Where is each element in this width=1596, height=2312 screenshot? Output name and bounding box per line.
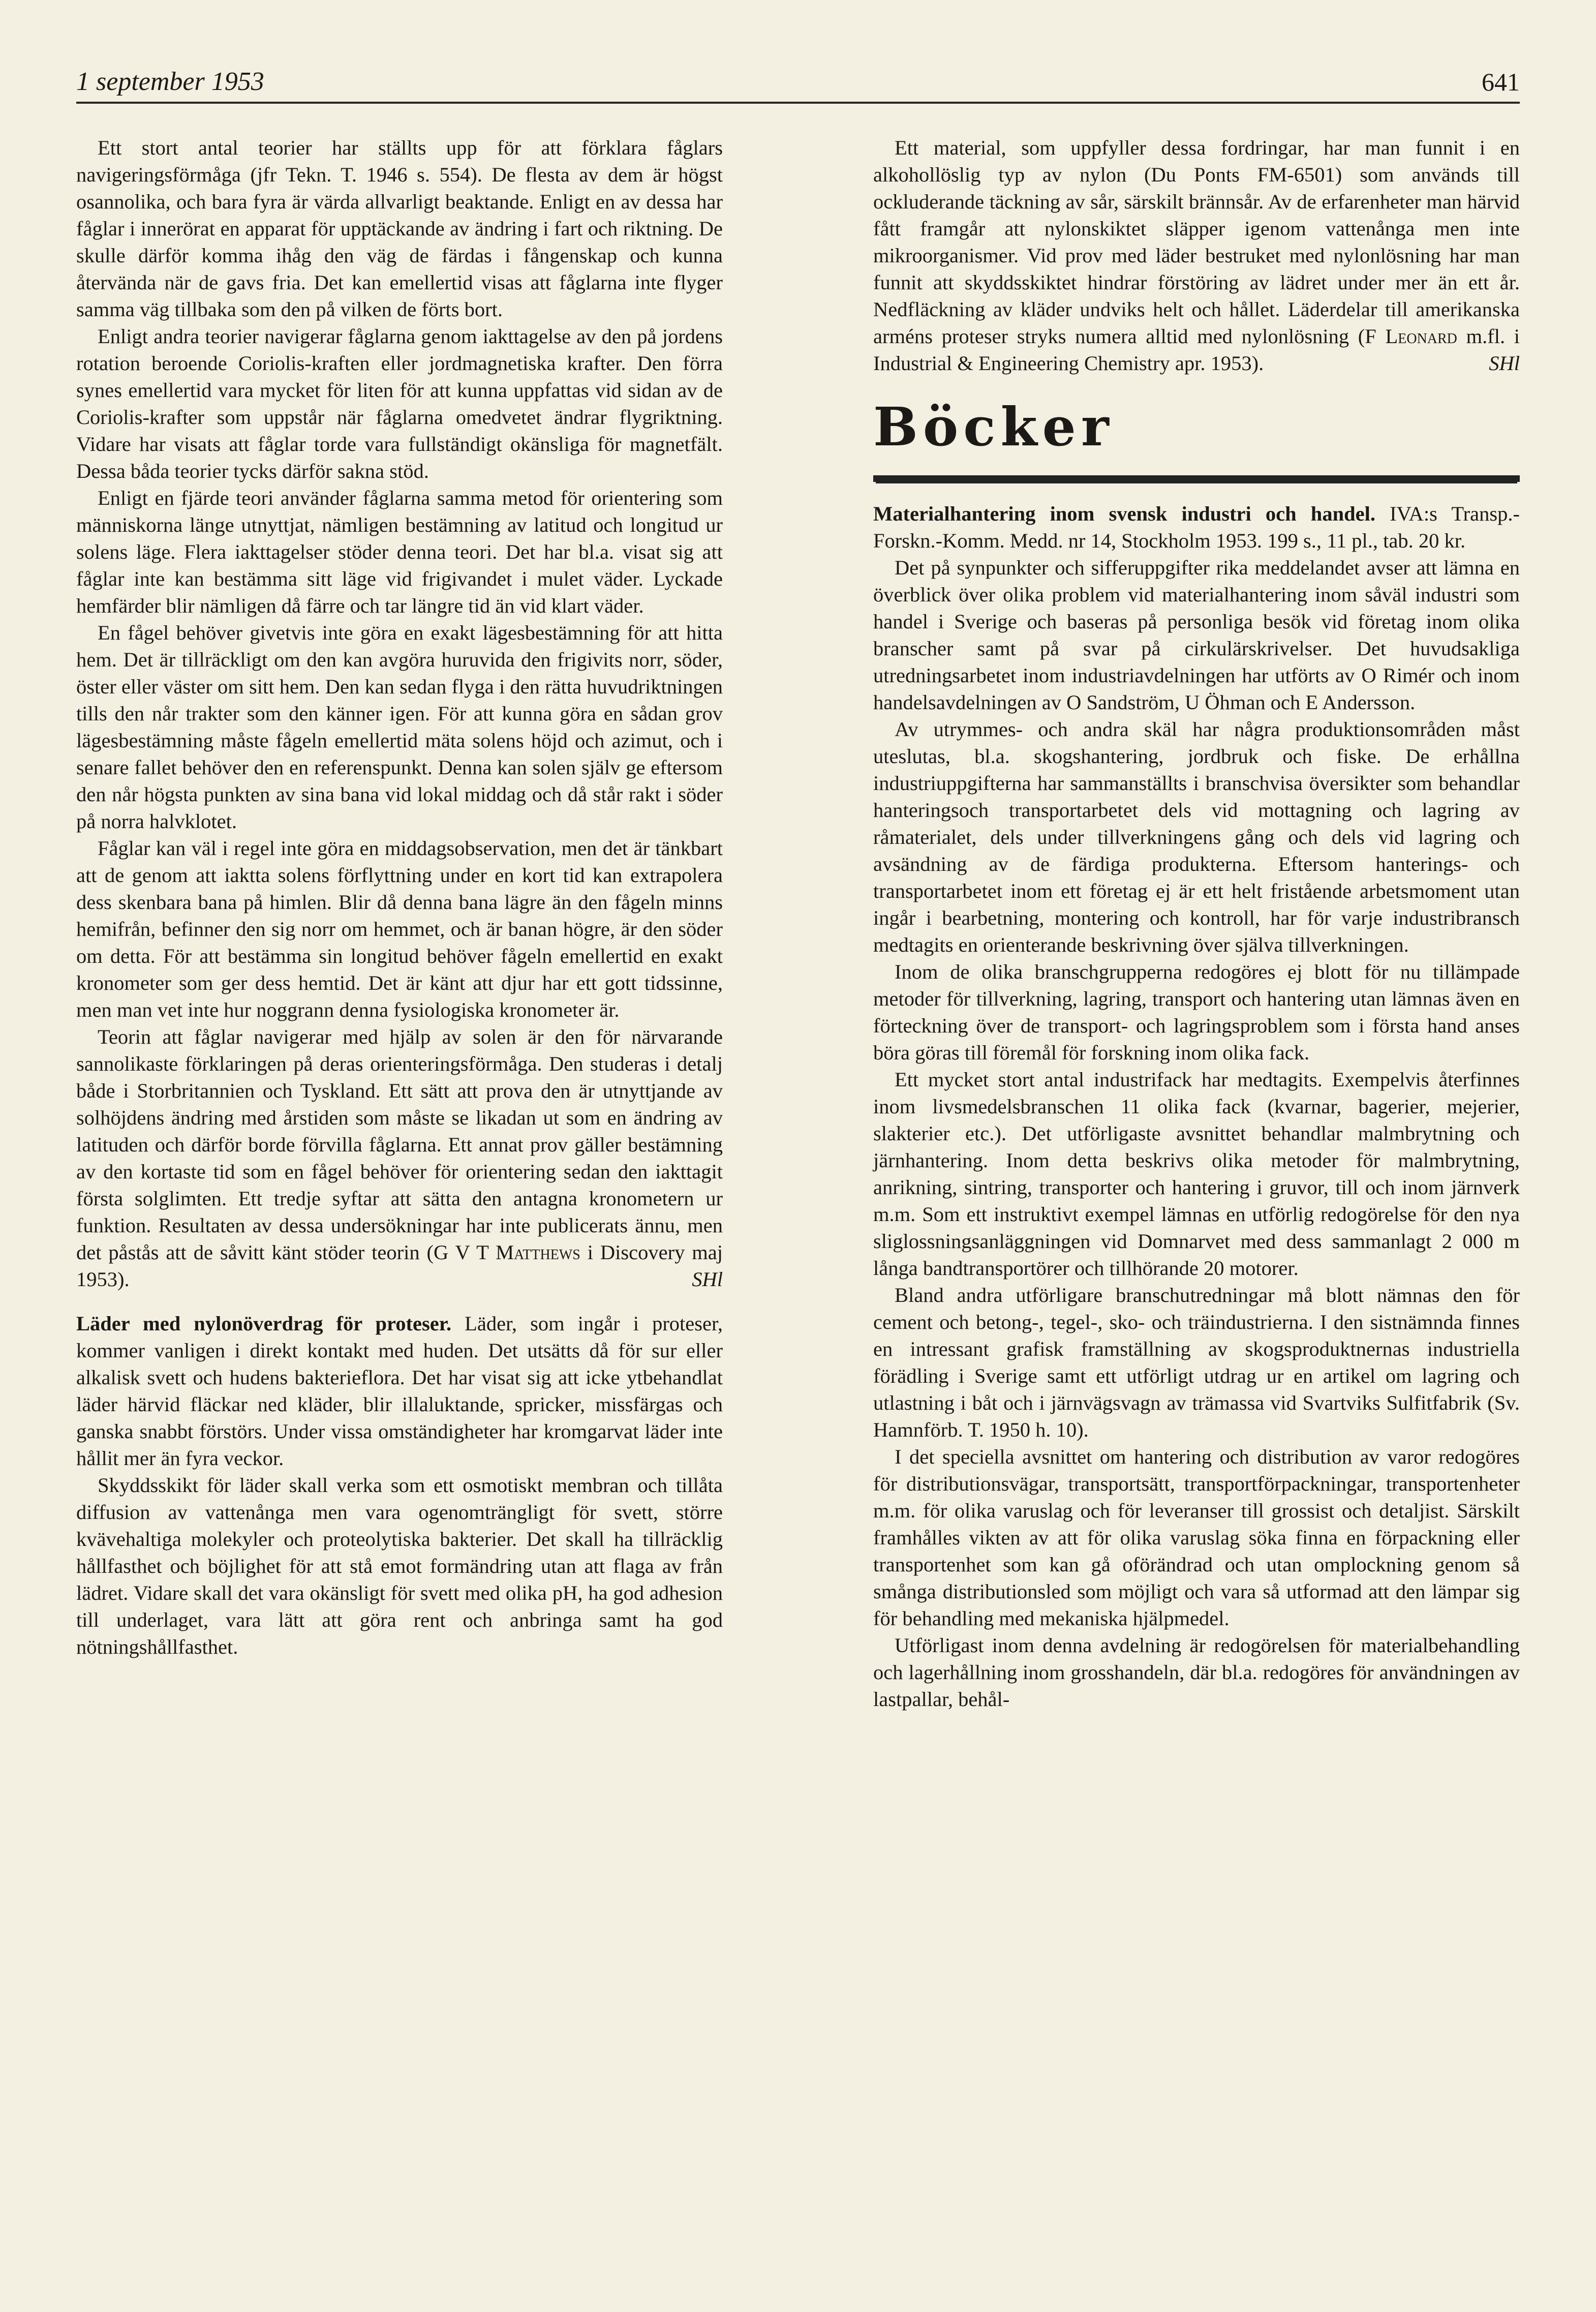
- left-column: [76, 134, 723, 1713]
- paragraph: Ett stort antal teorier har ställts upp för att förklara fåglars navigeringsförmåga (jfr Tekn. T. 1946 s. 554). De flesta av dem är högst osannolika, och bara fyra är värda allvarligt beaktande. Enligt en av dessa har fåglar i innerörat en apparat för upptäckande av ändring i fart och riktning. De skulle därför komma ihåg den väg de färdas i fångenskap och kunna återvända när de gavs fria. Det kan emellertid visas att fåglarna inte flyger samma väg tillbaka som den på vilken de förts bort.: [76, 136, 723, 321]
- paragraph: [76, 1310, 723, 1472]
- paragraph: Enligt en fjärde teori använder fåglarna samma metod för orientering som människorna länge utnyttjat, nämligen bestämning av latitud och longitud ur solens läge. Flera iakttagelser stöder denna teori. Det har bl.a. visat sig att fåglar inte kan bestämma sitt läge vid frigivandet i mulet väder. Lyckade hemfärder blir nämligen då färre och tar längre tid än vid klart väder.: [76, 486, 723, 617]
- section-heading: Böcker: [873, 396, 1114, 458]
- author-name: Leonard: [1385, 325, 1457, 348]
- paragraph: Ett mycket stort antal industrifack har medtagits. Exempelvis återfinnes inom livsmedelsbranschen 11 olika fack (kvarnar, bagerier, mejerier, slakterier etc.). Det utförligaste avsnittet behandlar malmbrytning och järnhantering. Inom detta beskrivs olika metoder för malmbrytning, anrikning, sintring, transporter och hantering i gruvor, till och inom järnverk m.m. Som ett instruktivt exempel lämnas en utförlig redogörelse för den nya sliglossningsanläggningen vid Domnarvet med dess sammanlagt 2 000 m långa bandtransportörer och tillhörande 20 motorer.: [873, 1068, 1520, 1280]
- paragraph-text: Teorin att fåglar navigerar med hjälp av solen är den för närvarande sannolikaste förklaringen på deras orienteringsförmåga. Den studeras i detalj både i Storbritannien och Tyskland. Ett sätt att prova den är utnyttjande av solhöjdens ändring med årstiden som måste se likadan ut som en ändring av latituden och därför borde förvilla fåglarna. Ett annat prov gäller bestämning av den kortaste tid som en fågel behöver för orientering sedan den iakttagit första solglimten. Ett tredje syftar att sätta den antagna kronometern ur funktion. Resultaten av dessa undersökningar har inte publicerats ännu, men det påstås att de såvitt känt stöder teorin (G V T: [76, 1025, 723, 1264]
- book-title: Materialhantering inom svensk industri och handel.: [873, 502, 1375, 525]
- paragraph-text: m.fl. i Industrial & Engineering Chemistry apr. 1953).: [873, 325, 1520, 375]
- paragraph: Skyddsskikt för läder skall verka som ett osmotiskt membran och tillåta diffusion av vattenånga men vara ogenomträngligt för svett, större kvävehaltiga molekyler och proteolytiska bakterier. Det skall ha tillräcklig hållfasthet och böjlighet för att stå emot formändring utan att flaga av från lädret. Vidare skall det vara okänsligt för svett med olika pH, ha god adhesion till underlaget, vara lätt att göra rent och anbringa samt ha god nötningshållfasthet.: [76, 1474, 723, 1658]
- section-rule: [873, 475, 1520, 482]
- author-signature: SHl: [692, 1268, 723, 1291]
- spacer: [76, 1293, 723, 1310]
- paragraph: En fågel behöver givetvis inte göra en exakt lägesbestämning för att hitta hem. Det är tillräckligt om den kan avgöra huruvida den frigivits norr, söder, öster eller väster om sitt hem. Den kan sedan flyga i den rätta huvudriktningen tills den når trakter som den känner igen. För att kunna göra en sådan grov lägesbestämning måste fågeln emellertid mäta solens höjd och azimut, och i senare fallet behöver den en referenspunkt. Denna kan solen själv ge eftersom den når högsta punkten av sina bana vid lokal middag och då står rakt i söder på norra halvklotet.: [76, 621, 723, 833]
- article-subheading: Läder med nylonöverdrag för proteser.: [76, 1312, 452, 1335]
- paragraph-text: Läder, som ingår i proteser, kommer vanligen i direkt kontakt med huden. Det utsätts då för sur eller alkalisk svett och hudens bakterieflora. Det har visat sig att icke ytbehandlat läder härvid fläckar ned kläder, blir illaluktande, spricker, missfärgas och ganska snabbt förstörs. Under vissa omständigheter har kromgarvat läder inte hållit mer än fyra veckor.: [76, 1312, 723, 1470]
- paragraph-text: i Discovery maj 1953).: [76, 1241, 723, 1291]
- book-reference: IVA:s Transp.-Forskn.-Komm. Medd. nr 14, Stockholm 1953. 199 s., 11 pl., tab. 20 kr.: [873, 502, 1520, 552]
- paragraph: Fåglar kan väl i regel inte göra en middagsobservation, men det är tänkbart att de genom att iaktta solens förflyttning under en kort tid kan extrapolera dess skenbara bana på himlen. Blir då denna bana lägre än den fågeln minns hemifrån, befinner den sig norr om hemmet, och är banan högre, är den söder om detta. För att bestämma sin longitud behöver fågeln emellertid en exakt kronometer som ger dess hemtid. Det är känt att djur har ett gott tidssinne, men man vet inte hur noggrann denna fysiologiska kronometer är.: [76, 837, 723, 1021]
- right-column: [873, 134, 1520, 1713]
- paragraph: Det på synpunkter och sifferuppgifter rika meddelandet avser att lämna en överblick över olika problem vid materialhantering inom såväl industri som handel i Sverige och baseras på personliga besök vid företag inom olika branscher samt på svar på cirkulärskrivelser. Det huvudsakliga utredningsarbetet inom industriavdelningen har utförts av O Rimér och inom handelsavdelningen av O Sandström, U Öhman och E Andersson.: [873, 556, 1520, 714]
- issue-date: 1 september 1953: [76, 67, 264, 96]
- paragraph: Inom de olika branschgrupperna redogöres ej blott för nu tillämpade metoder för tillverkning, lagring, transport och hantering utan lämnas även en förteckning över de transport- och lagringsproblem som i första hand anses böra göras till föremål för forskning inom olika fack.: [873, 960, 1520, 1064]
- paragraph: [76, 1023, 723, 1293]
- paragraph-text: Ett material, som uppfyller dessa fordringar, har man funnit i en alkohollöslig typ av nylon (Du Ponts FM-6501) som används till ockluderande täckning av sår, särskilt brännsår. Av de erfarenheter man härvid fått framgår att nylonskiktet släpper igenom vattenånga men inte mikroorganismer. Vid prov med läder bestruket med nylonlösning har man funnit att skyddsskiktet hindrar förstöring av lädret under mer än ett år. Nedfläckning av kläder undviks helt och hållet. Läderdelar till amerikanska arméns proteser stryks numera alltid med nylonlösning (F: [873, 136, 1520, 348]
- paragraph: Av utrymmes- och andra skäl har några produktionsområden måst uteslutas, bl.a. skogshantering, jordbruk och fiske. De erhållna industriuppgifterna har sammanställts i branschvisa översikter som behandlar hanteringsoch transportarbetet dels vid mottagning och lagring av råmaterialet, dels under tillverkningens gång och dels vid lagring och avsändning av de färdiga produkterna. Eftersom hanterings- och transportarbetet inom ett företag ej är ett helt fristående arbetsmoment utan ingår i bearbetning, montering och kontroll, har för varje industribransch medtagits en orienterande beskrivning över själva tillverkningen.: [873, 718, 1520, 956]
- paragraph: Enligt andra teorier navigerar fåglarna genom iakttagelse av den på jordens rotation beroende Coriolis-kraften eller jordmagnetiska krafter. Den förra synes emellertid vara mycket för liten för att kunna uppfattas vid sidan av de Coriolis-krafter som uppstår när fåglarna omedvetet ändrar flygriktning. Vidare har visats att fåglar torde vara fullständigt okänsliga för magnetfält. Dessa båda teorier tycks därför sakna stöd.: [76, 325, 723, 482]
- paragraph: I det speciella avsnittet om hantering och distribution av varor redogöres för distributionsvägar, transportsätt, transportförpackningar, transportenheter m.m. för olika varuslag och för leveranser till grossist och detaljist. Särskilt framhålles vikten av att för olika varuslag söka finna en förpackning eller transportenhet som kan gå oförändrad och utan omplockning genom så smånga distributionsled som möjligt och vara så utformad att den lämpar sig för behandling med mekaniska hjälpmedel.: [873, 1445, 1520, 1630]
- paragraph: Bland andra utförligare branschutredningar må blott nämnas den för cement och betong-, tegel-, sko- och träindustrierna. I den sistnämnda finnes en intressant grafisk framställning av skogsproduktnernas industriella förädling i Sverige samt ett utförligt utdrag ur en artikel om lagring och utlastning i båt och i järnvägsvagn av trämassa vid Svartviks Sulfitfabrik (Sv. Hamnförb. T. 1950 h. 10).: [873, 1284, 1520, 1441]
- author-name: Matthews: [496, 1241, 580, 1264]
- paragraph: Utförligast inom denna avdelning är redogörelsen för materialbehandling och lagerhållning inom grosshandeln, där bl.a. redogöres för användningen av lastpallar, behål-: [873, 1634, 1520, 1711]
- paragraph: [873, 134, 1520, 377]
- running-header: [76, 48, 1520, 97]
- paragraph: [873, 500, 1520, 554]
- two-column-body: [76, 134, 1520, 1713]
- page-number: 641: [1482, 68, 1520, 96]
- header-rule: [76, 102, 1520, 104]
- author-signature: SHl: [1489, 352, 1520, 375]
